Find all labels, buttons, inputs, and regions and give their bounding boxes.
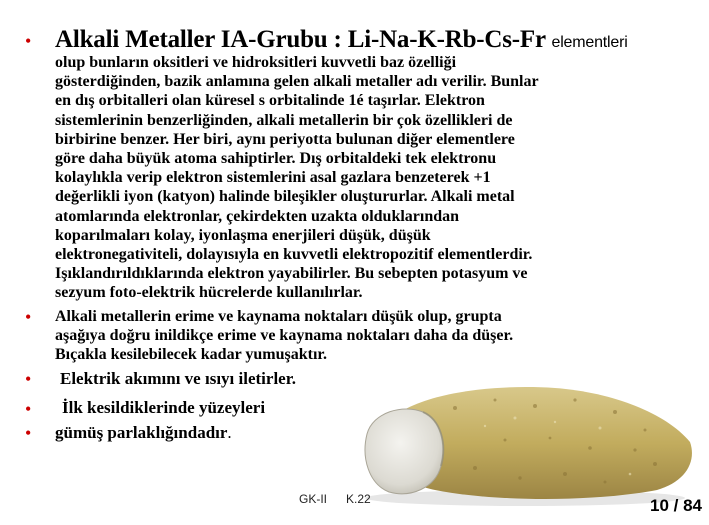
slide-title — [55, 26, 628, 54]
text-line: koparılmaları kolay, iyonlaşma enerjileri düşük, düşük — [55, 226, 431, 244]
title-main: Alkali Metaller IA-Grubu : Li-Na-K-Rb-Cs-Fr — [55, 26, 546, 53]
paragraph-melting-points — [55, 307, 655, 365]
text-line: sezyum foto-elektrik hücrelerde kullanılırlar. — [55, 284, 363, 302]
text-line: elektronegativiteli, dolayısıyla en kuvvetli elektropozitif elementlerdir. — [55, 246, 533, 264]
text-line: göre daha büyük atoma sahiptirler. Dış orbitaldeki tek elektronu — [55, 150, 497, 168]
text-line: en dış orbitalleri olan küresel s orbitalinde 1é taşırlar. Elektron — [55, 92, 485, 110]
footer-code: K.22 — [346, 492, 371, 506]
text-line: gösterdiğinden, bazik anlamına gelen alkali metaller adı verilir. Bunlar — [55, 73, 539, 91]
bullet-icon: • — [25, 307, 32, 327]
paragraph-properties — [55, 53, 655, 303]
text-line: birbirine benzer. Her biri, aynı periyotta bulunan diğer elementlere — [55, 130, 515, 148]
page-number: 10 / 84 — [650, 496, 702, 515]
text-line: atomlarında elektronlar, çekirdekten uzakta olduklarından — [55, 207, 460, 225]
text-line: olup bunların oksitleri ve hidroksitleri kuvvetli baz özelliği — [55, 54, 457, 71]
title-suffix: elementleri — [551, 34, 628, 51]
bullet-icon: • — [25, 423, 32, 443]
item-silver-luster — [55, 423, 232, 443]
text-line: değerlikli iyon (katyon) halinde bileşikler oluştururlar. Alkali metal — [55, 188, 515, 206]
footer-course: GK-II — [299, 492, 328, 506]
text-line: Işıklandırıldıklarında elektron yayabilirler. Bu sebepten potasyum ve — [55, 265, 528, 283]
bullet-icon: • — [25, 399, 32, 419]
cut-face-shape — [365, 409, 443, 494]
bullet-icon: • — [25, 369, 32, 389]
text-line: aşağıya doğru inildikçe erime ve kaynama noktaları daha da düşer. — [55, 327, 514, 345]
text-line: sistemlerinin benzerliğinden, alkali metallerin bir çok özellikleri de — [55, 111, 513, 129]
item-silver-luster-dot: . — [227, 423, 232, 442]
cut-metal-photo — [345, 378, 700, 506]
item-cut-surface: İlk kesildiklerinde yüzeyleri — [62, 398, 266, 417]
text-line: Alkali metallerin erime ve kaynama noktaları düşük olup, grupta — [55, 308, 502, 325]
item-silver-luster-text: gümüş parlaklığındadır — [55, 423, 228, 442]
bullet-icon: • — [25, 31, 32, 51]
item-conductivity: Elektrik akımını ve ısıyı iletirler. — [60, 369, 296, 388]
text-line: Bıçakla kesilebilecek kadar yumuşaktır. — [55, 346, 328, 364]
text-line: kolaylıkla verip elektron sistemlerini asal gazlara benzeterek +1 — [55, 169, 491, 187]
